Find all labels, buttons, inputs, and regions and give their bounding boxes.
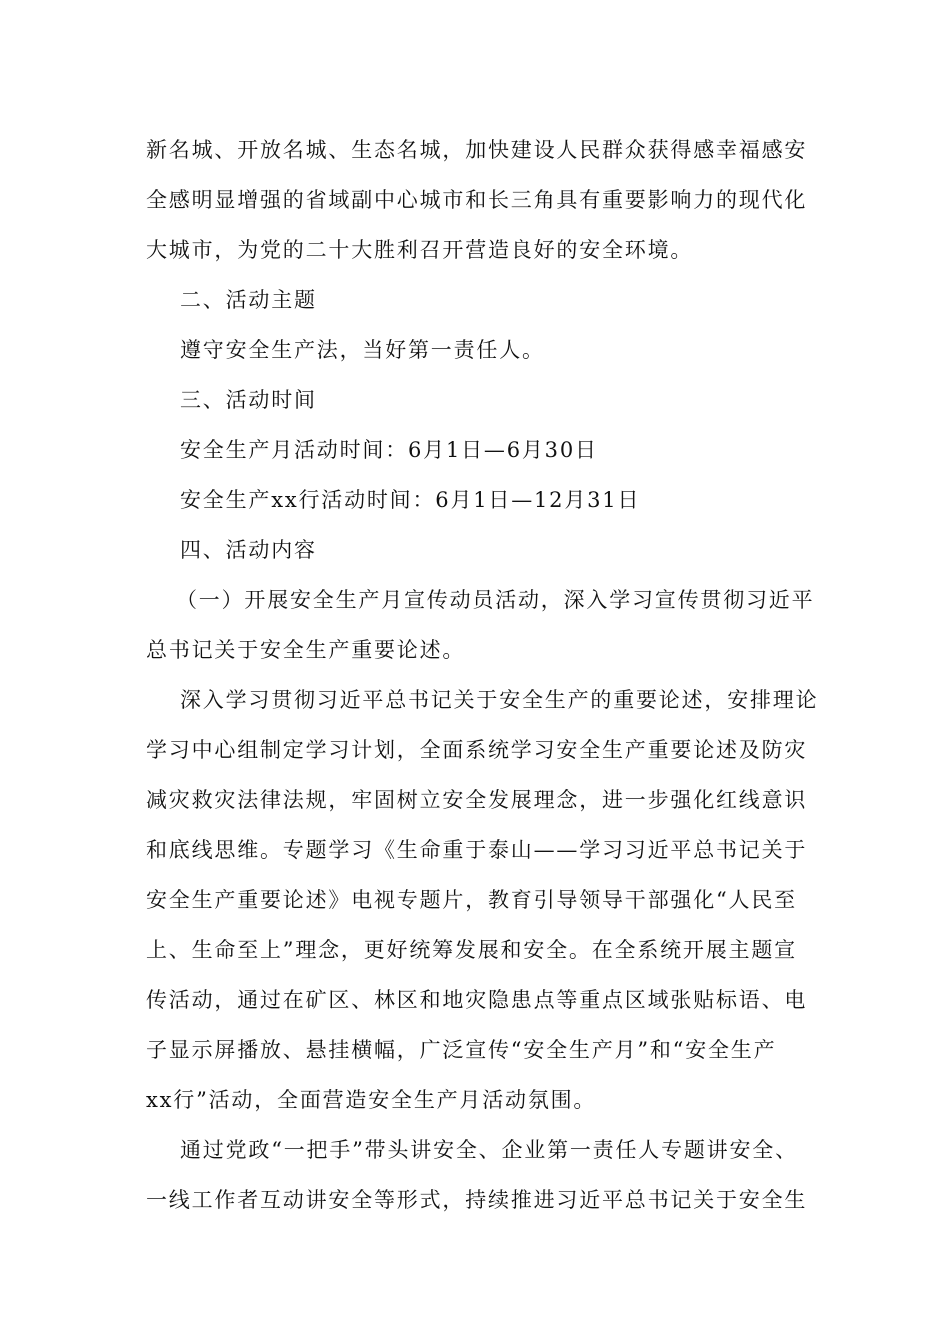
text-line: 总书记关于安全生产重要论述。	[146, 638, 466, 662]
text-line: 安全生产xx行活动时间：6月1日—12月31日	[180, 488, 641, 512]
text-line: 学习中心组制定学习计划，全面系统学习安全生产重要论述及防灾	[146, 738, 808, 762]
section-heading: 三、活动时间	[180, 388, 317, 412]
text-line: 新名城、开放名城、生态名城，加快建设人民群众获得感幸福感安	[146, 138, 808, 162]
text-line: 子显示屏播放、悬挂横幅，广泛宣传“安全生产月”和“安全生产	[146, 1038, 777, 1062]
text-line: xx行”活动，全面营造安全生产月活动氛围。	[146, 1088, 597, 1112]
text-line: 全感明显增强的省域副中心城市和长三角具有重要影响力的现代化	[146, 188, 808, 212]
section-heading: 二、活动主题	[180, 288, 317, 312]
text-line: 大城市，为党的二十大胜利召开营造良好的安全环境。	[146, 238, 694, 262]
text-line: 通过党政“一把手”带头讲安全、企业第一责任人专题讲安全、	[180, 1138, 798, 1162]
text-line: 减灾救灾法律法规，牢固树立安全发展理念，进一步强化红线意识	[146, 788, 808, 812]
text-line: 和底线思维。专题学习《生命重于泰山——学习习近平总书记关于	[146, 838, 808, 862]
text-line: 一线工作者互动讲安全等形式，持续推进习近平总书记关于安全生	[146, 1188, 808, 1212]
subsection-heading: （一）开展安全生产月宣传动员活动，深入学习宣传贯彻习近平	[176, 588, 815, 612]
text-line: 深入学习贯彻习近平总书记关于安全生产的重要论述，安排理论	[180, 688, 819, 712]
text-line: 传活动，通过在矿区、林区和地灾隐患点等重点区域张贴标语、电	[146, 988, 808, 1012]
text-line: 上、生命至上”理念，更好统筹发展和安全。在全系统开展主题宣	[146, 938, 797, 962]
text-line: 安全生产月活动时间：6月1日—6月30日	[180, 438, 598, 462]
section-heading: 四、活动内容	[180, 538, 317, 562]
text-line: 遵守安全生产法，当好第一责任人。	[180, 338, 545, 362]
text-line: 安全生产重要论述》电视专题片，教育引导领导干部强化“人民至	[146, 888, 797, 912]
